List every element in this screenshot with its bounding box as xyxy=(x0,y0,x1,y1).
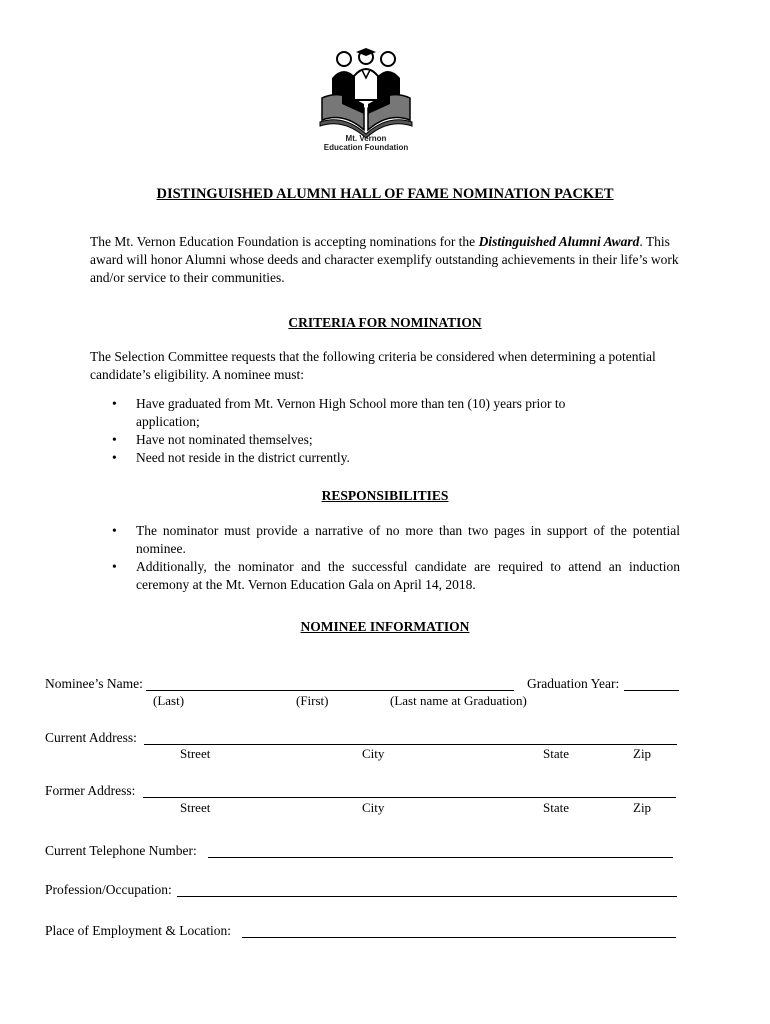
nominee-name-field[interactable] xyxy=(146,690,514,691)
graduation-year-label: Graduation Year: xyxy=(527,676,620,691)
telephone-field[interactable] xyxy=(208,857,673,858)
name-sub-last: (Last) xyxy=(153,693,185,708)
criteria-intro: The Selection Committee requests that the following criteria be considered when determining a potential candidate’s eligibility. A nominee must: xyxy=(90,349,656,382)
document-title: DISTINGUISHED ALUMNI HALL OF FAME NOMINATION PACKET xyxy=(156,186,614,202)
current-address-sub-street: Street xyxy=(180,746,211,761)
responsibilities-list xyxy=(90,522,680,594)
nominee-heading: NOMINEE INFORMATION xyxy=(300,619,470,634)
name-sub-first: (First) xyxy=(296,693,329,708)
criteria-list xyxy=(90,395,590,467)
employment-field[interactable] xyxy=(242,937,676,938)
open-book-graduates-icon xyxy=(318,48,414,138)
current-address-sub-state: State xyxy=(543,746,569,761)
logo-text-line2: Education Foundation xyxy=(323,143,409,152)
current-address-sub-city: City xyxy=(362,746,385,761)
current-address-sub-zip: Zip xyxy=(633,746,652,761)
profession-field[interactable] xyxy=(177,896,677,897)
list-item: • Have not nominated themselves; xyxy=(90,431,590,449)
list-item: • Additionally, the nominator and the successful candidate are required to attend an induction ceremony at the Mt. Vernon Education Gala on April 14, 2018. xyxy=(90,558,680,594)
current-address-field[interactable] xyxy=(144,744,677,745)
former-address-label: Former Address: xyxy=(45,783,136,798)
foundation-logo xyxy=(318,48,414,154)
intro-text-before: The Mt. Vernon Education Foundation is accepting nominations for the xyxy=(90,234,479,249)
list-item: • Have graduated from Mt. Vernon High School more than ten (10) years prior to application; xyxy=(90,395,590,431)
criteria-heading: CRITERIA FOR NOMINATION xyxy=(288,315,482,330)
award-name: Distinguished Alumni Award xyxy=(478,234,640,249)
list-item: • The nominator must provide a narrative of no more than two pages in support of the potential nominee. xyxy=(90,522,680,558)
intro-text-after: . This award will honor Alumni whose deeds and character exemplify outstanding achievements in their life’s work and/or service to their communities. xyxy=(90,234,679,285)
intro-paragraph xyxy=(90,233,680,287)
former-address-sub-city: City xyxy=(362,800,385,815)
current-address-label: Current Address: xyxy=(45,730,137,745)
former-address-sub-state: State xyxy=(543,800,569,815)
graduation-year-field[interactable] xyxy=(624,690,679,691)
responsibilities-heading: RESPONSIBILITIES xyxy=(321,488,449,503)
former-address-sub-street: Street xyxy=(180,800,211,815)
logo-text-line1: Mt. Vernon xyxy=(345,134,387,143)
former-address-field[interactable] xyxy=(143,797,676,798)
telephone-label: Current Telephone Number: xyxy=(45,843,197,858)
profession-label: Profession/Occupation: xyxy=(45,882,172,897)
nominee-name-label: Nominee’s Name: xyxy=(45,676,143,691)
former-address-sub-zip: Zip xyxy=(633,800,652,815)
employment-label: Place of Employment & Location: xyxy=(45,923,231,938)
list-item: • Need not reside in the district currently. xyxy=(90,449,590,467)
name-sub-graduation: (Last name at Graduation) xyxy=(390,693,527,708)
